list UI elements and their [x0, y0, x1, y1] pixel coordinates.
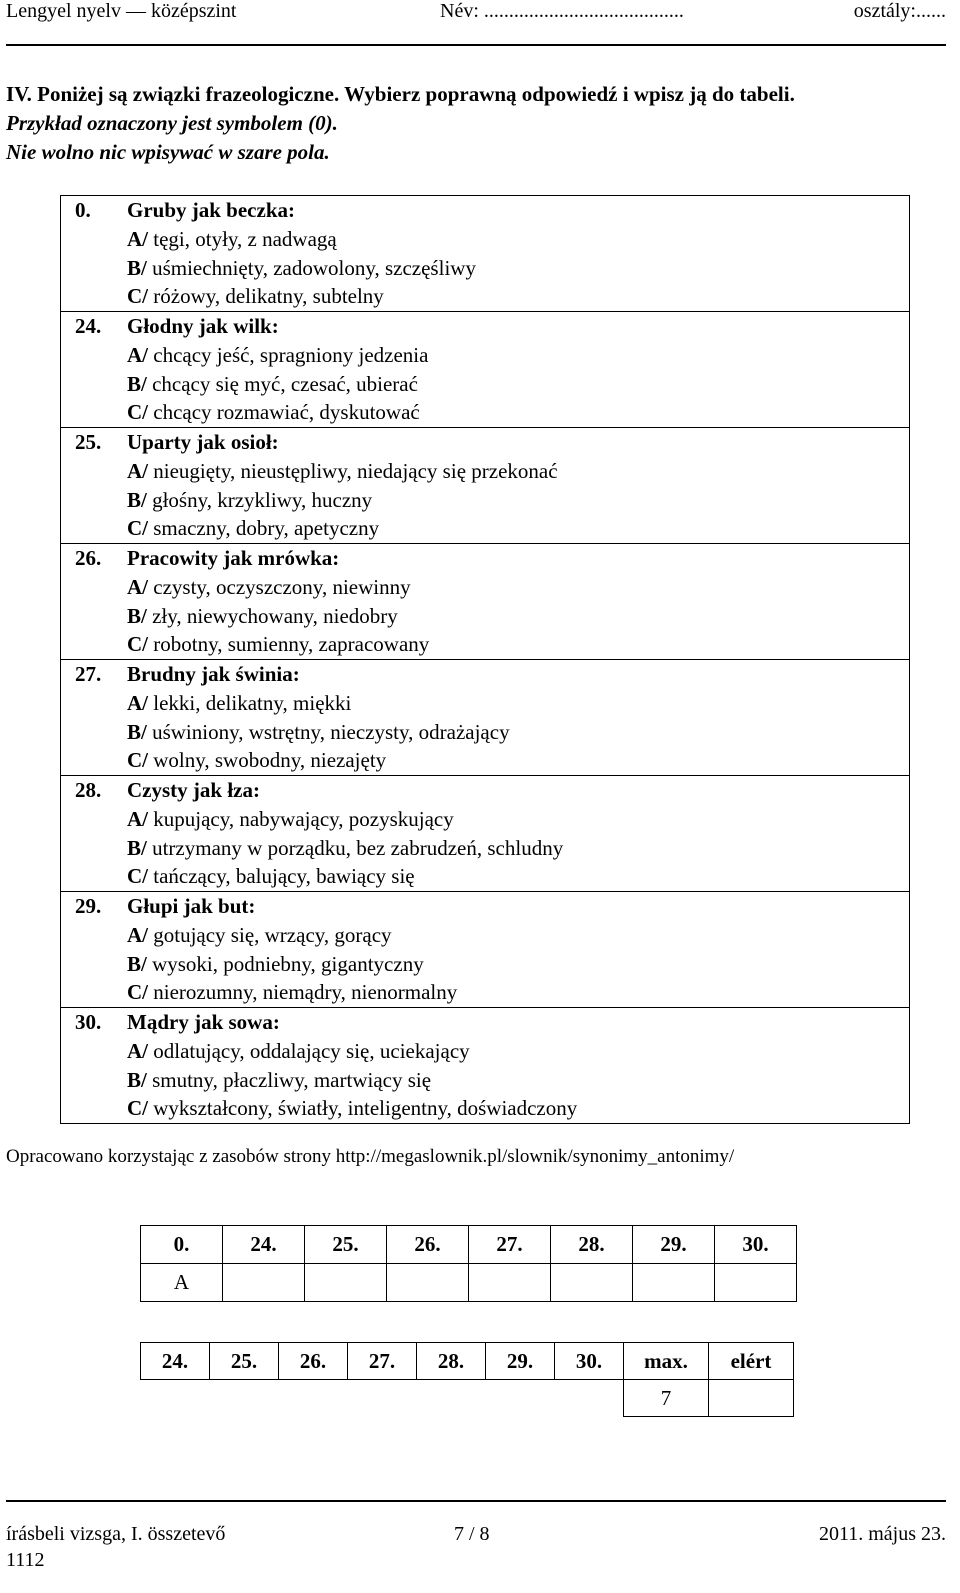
instructions — [6, 80, 795, 167]
option-letter: A/ — [127, 459, 148, 483]
question-number: 30. — [75, 1010, 102, 1034]
answer-cell[interactable] — [469, 1264, 551, 1302]
score-value-cell — [279, 1380, 348, 1417]
score-header-cell: 24. — [141, 1343, 210, 1380]
score-header-cell: 25. — [210, 1343, 279, 1380]
score-value-cell — [486, 1380, 555, 1417]
option-text: utrzymany w porządku, bez zabrudzeń, schludny — [152, 836, 564, 860]
question-number: 28. — [75, 778, 102, 802]
option-letter: C/ — [127, 864, 148, 888]
question-number: 26. — [75, 546, 102, 570]
score-table — [140, 1342, 794, 1417]
option-text: różowy, delikatny, subtelny — [153, 284, 384, 308]
option-c — [127, 748, 386, 773]
answer-header-cell: 27. — [469, 1226, 551, 1264]
option-text: robotny, sumienny, zapracowany — [153, 632, 430, 656]
answer-cell[interactable] — [223, 1264, 305, 1302]
answer-header-cell: 29. — [633, 1226, 715, 1264]
option-text: głośny, krzykliwy, huczny — [152, 488, 373, 512]
option-a — [127, 691, 351, 716]
option-letter: A/ — [127, 1039, 148, 1063]
option-text: tańczący, balujący, bawiący się — [153, 864, 415, 888]
option-text: nierozumny, niemądry, nienormalny — [153, 980, 458, 1004]
score-value-cell — [348, 1380, 417, 1417]
option-a — [127, 343, 428, 368]
option-text: gotujący się, wrzący, gorący — [153, 923, 392, 947]
option-letter: B/ — [127, 488, 147, 512]
question-title: Brudny jak świnia: — [127, 662, 300, 686]
option-letter: B/ — [127, 836, 147, 860]
option-c — [127, 284, 384, 309]
option-c — [127, 980, 457, 1005]
option-a — [127, 923, 392, 948]
option-text: wolny, swobodny, niezajęty — [153, 748, 387, 772]
questions-box — [60, 195, 910, 1124]
header-rule — [6, 44, 946, 46]
score-value-cell — [555, 1380, 624, 1417]
header-subject: Lengyel nyelv — középszint — [6, 0, 237, 22]
question-title: Mądry jak sowa: — [127, 1010, 280, 1034]
answer-cell[interactable] — [551, 1264, 633, 1302]
question-title: Uparty jak osioł: — [127, 430, 279, 454]
score-header-cell: 28. — [417, 1343, 486, 1380]
option-a — [127, 1039, 470, 1064]
answer-cell[interactable] — [633, 1264, 715, 1302]
instruction-line-3: Nie wolno nic wpisywać w szare pola. — [6, 140, 330, 164]
question-number: 29. — [75, 894, 102, 918]
source-note: Opracowano korzystając z zasobów strony http://megaslownik.pl/slownik/synonimy_antonimy/ — [6, 1146, 735, 1167]
option-letter: A/ — [127, 923, 148, 947]
question-row — [61, 775, 909, 891]
option-text: tęgi, otyły, z nadwagą — [153, 227, 337, 251]
option-b — [127, 720, 510, 745]
option-letter: C/ — [127, 516, 148, 540]
answer-cell[interactable] — [387, 1264, 469, 1302]
question-row — [61, 196, 909, 311]
question-row — [61, 311, 909, 427]
option-letter: A/ — [127, 227, 148, 251]
score-value-cell[interactable] — [709, 1380, 794, 1417]
option-letter: A/ — [127, 807, 148, 831]
option-b — [127, 836, 563, 861]
option-c — [127, 632, 429, 657]
score-header-cell: 29. — [486, 1343, 555, 1380]
option-letter: B/ — [127, 604, 147, 628]
score-header-cell: 30. — [555, 1343, 624, 1380]
question-row — [61, 427, 909, 543]
option-text: lekki, delikatny, miękki — [153, 691, 352, 715]
score-value-cell — [417, 1380, 486, 1417]
question-title: Głupi jak but: — [127, 894, 256, 918]
answer-cell: A — [141, 1264, 223, 1302]
footer-code: 1112 — [6, 1549, 45, 1571]
question-title: Czysty jak łza: — [127, 778, 260, 802]
footer-rule — [6, 1500, 946, 1502]
question-number: 25. — [75, 430, 102, 454]
option-text: chcący się myć, czesać, ubierać — [152, 372, 418, 396]
answer-cell[interactable] — [715, 1264, 797, 1302]
option-letter: B/ — [127, 720, 147, 744]
question-row — [61, 659, 909, 775]
question-row — [61, 891, 909, 1007]
option-letter: C/ — [127, 632, 148, 656]
option-b — [127, 488, 372, 513]
question-title: Pracowity jak mrówka: — [127, 546, 340, 570]
option-letter: B/ — [127, 1068, 147, 1092]
footer-page: 7 / 8 — [454, 1523, 490, 1545]
option-letter: C/ — [127, 1096, 148, 1120]
instruction-line-1: IV. Poniżej są związki frazeologiczne. Wybierz poprawną odpowiedź i wpisz ją do tabeli. — [6, 82, 795, 106]
option-letter: C/ — [127, 748, 148, 772]
option-text: czysty, oczyszczony, niewinny — [153, 575, 411, 599]
option-c — [127, 516, 379, 541]
page-header — [6, 0, 946, 26]
option-letter: B/ — [127, 256, 147, 280]
option-a — [127, 807, 454, 832]
option-c — [127, 864, 415, 889]
answer-table — [140, 1225, 797, 1302]
question-title: Głodny jak wilk: — [127, 314, 279, 338]
instruction-line-2: Przykład oznaczony jest symbolem (0). — [6, 111, 338, 135]
option-letter: C/ — [127, 284, 148, 308]
option-text: smutny, płaczliwy, martwiący się — [152, 1068, 432, 1092]
answer-header-cell: 0. — [141, 1226, 223, 1264]
footer-date: 2011. május 23. — [818, 1523, 946, 1545]
option-text: wysoki, podniebny, gigantyczny — [152, 952, 424, 976]
option-text: uświniony, wstrętny, nieczysty, odrażający — [152, 720, 510, 744]
answer-header-cell: 24. — [223, 1226, 305, 1264]
option-letter: A/ — [127, 691, 148, 715]
option-text: odlatujący, oddalający się, uciekający — [153, 1039, 470, 1063]
option-b — [127, 1068, 431, 1093]
option-b — [127, 952, 424, 977]
question-number: 27. — [75, 662, 102, 686]
header-class-field: osztály:...... — [853, 0, 946, 22]
question-row — [61, 543, 909, 659]
option-text: zły, niewychowany, niedobry — [152, 604, 398, 628]
question-row — [61, 1007, 909, 1123]
score-value-cell — [210, 1380, 279, 1417]
answer-cell[interactable] — [305, 1264, 387, 1302]
answer-header-cell: 30. — [715, 1226, 797, 1264]
option-text: kupujący, nabywający, pozyskujący — [153, 807, 454, 831]
option-text: chcący jeść, spragniony jedzenia — [153, 343, 429, 367]
option-c — [127, 400, 420, 425]
option-letter: A/ — [127, 343, 148, 367]
option-b — [127, 372, 418, 397]
score-header-cell: 26. — [279, 1343, 348, 1380]
score-value-cell: 7 — [624, 1380, 709, 1417]
option-letter: B/ — [127, 952, 147, 976]
option-a — [127, 459, 558, 484]
score-header-cell: elért — [709, 1343, 794, 1380]
footer-exam: írásbeli vizsga, I. összetevő — [6, 1523, 226, 1545]
option-text: nieugięty, nieustępliwy, niedający się przekonać — [153, 459, 558, 483]
answer-header-cell: 25. — [305, 1226, 387, 1264]
option-c — [127, 1096, 577, 1121]
score-header-cell: max. — [624, 1343, 709, 1380]
header-name-field: Név: ........................................ — [440, 0, 684, 22]
question-number: 0. — [75, 198, 91, 222]
option-text: chcący rozmawiać, dyskutować — [153, 400, 420, 424]
option-a — [127, 227, 337, 252]
answer-header-cell: 26. — [387, 1226, 469, 1264]
option-a — [127, 575, 411, 600]
option-letter: C/ — [127, 400, 148, 424]
option-text: uśmiechnięty, zadowolony, szczęśliwy — [152, 256, 476, 280]
option-letter: B/ — [127, 372, 147, 396]
option-letter: A/ — [127, 575, 148, 599]
question-number: 24. — [75, 314, 102, 338]
option-b — [127, 604, 398, 629]
option-b — [127, 256, 476, 281]
option-text: smaczny, dobry, apetyczny — [153, 516, 380, 540]
option-letter: C/ — [127, 980, 148, 1004]
answer-header-cell: 28. — [551, 1226, 633, 1264]
option-text: wykształcony, światły, inteligentny, doświadczony — [153, 1096, 578, 1120]
score-value-cell — [141, 1380, 210, 1417]
score-header-cell: 27. — [348, 1343, 417, 1380]
question-title: Gruby jak beczka: — [127, 198, 295, 222]
